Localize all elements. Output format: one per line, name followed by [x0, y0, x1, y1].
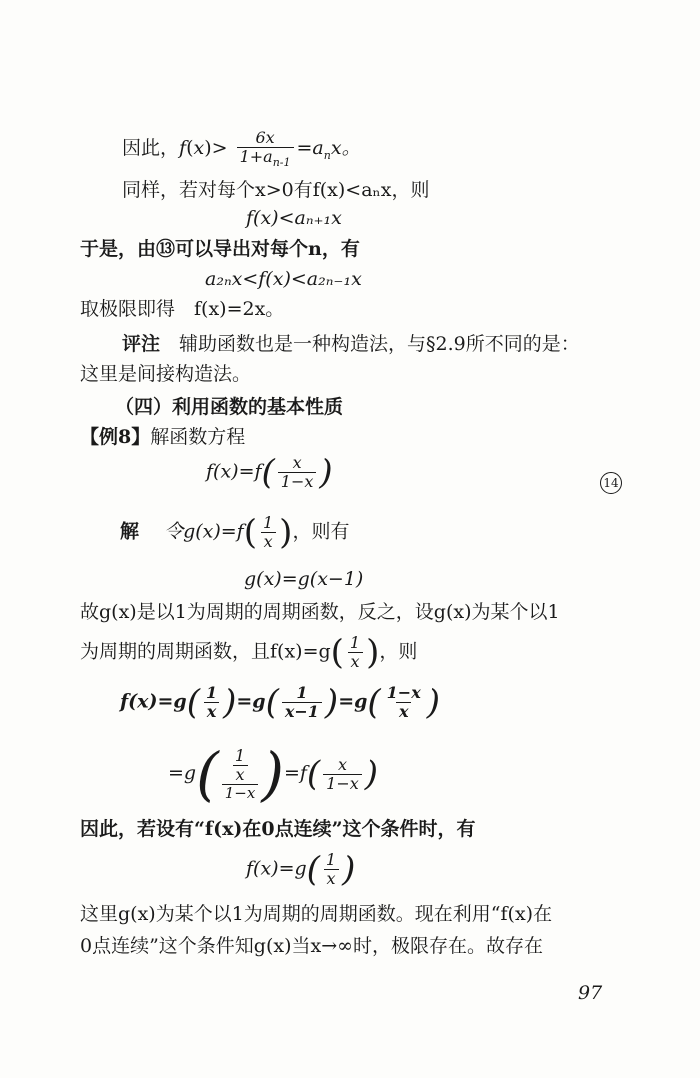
line-5: a₂ₙx<f(x)<a₂ₙ₋₁x	[205, 268, 362, 290]
equation-nested: =g( $\frac{\frac{1}{x}}{1-x}$ )=f( $\frac{x}{1-x}$ )	[168, 740, 379, 808]
line-4: 于是，由⑬可以导出对每个n，有	[80, 238, 360, 260]
solution-line: 解 令g(x)=f( $\frac{1}{x}$ )，则有	[120, 512, 350, 553]
line-13: g(x)=g(x−1)	[244, 568, 364, 590]
line-8: 这里是间接构造法。	[80, 363, 252, 385]
line-3: f(x)<aₙ₊₁x	[246, 207, 342, 229]
page-number: 97	[578, 982, 603, 1004]
equation-14: f(x)=f( $\frac{x}{1-x}$ )	[206, 452, 333, 493]
equation-chain: f(x)=g( $\frac{1}{x}$ )=g( $\frac{1}{x-1}$ )=g( $\frac{1-x}{x}$ )	[120, 682, 441, 723]
line-6: 取极限即得 f(x)=2x。	[80, 298, 285, 320]
section-heading: （四）利用函数的基本性质	[115, 396, 344, 418]
line-7: 评注 辅助函数也是一种构造法，与§2.9所不同的是：	[122, 333, 580, 355]
line-1: 因此，f(x)> $\frac{6x}{1+a_{n-1}}$ $=a_nx$。	[122, 128, 361, 170]
line-2: 同样，若对每个x>0有f(x)<aₙx，则	[122, 179, 430, 201]
line-21: 0点连续”这个条件知g(x)当x→∞时，极限存在。故存在	[80, 935, 543, 957]
line-14: 故g(x)是以1为周期的周期函数，反之，设g(x)为某个以1	[80, 601, 560, 623]
line-20: 这里g(x)为某个以1为周期的周期函数。现在利用“f(x)在	[80, 903, 553, 925]
remark-label: 评注	[122, 333, 161, 355]
equation-tag: 14	[600, 472, 622, 494]
fraction: $\frac{6x}{1+a_{n-1}}$	[237, 130, 294, 168]
line-18: 因此，若设有“f(x)在0点连续”这个条件时，有	[80, 818, 476, 840]
equation-final: f(x)=g( $\frac{1}{x}$ )	[246, 849, 356, 890]
text: 因此，	[122, 137, 180, 160]
line-15: 为周期的周期函数，且f(x)=g( $\frac{1}{x}$ )，则	[80, 632, 418, 673]
example-heading: 【例8】解函数方程	[80, 426, 246, 448]
